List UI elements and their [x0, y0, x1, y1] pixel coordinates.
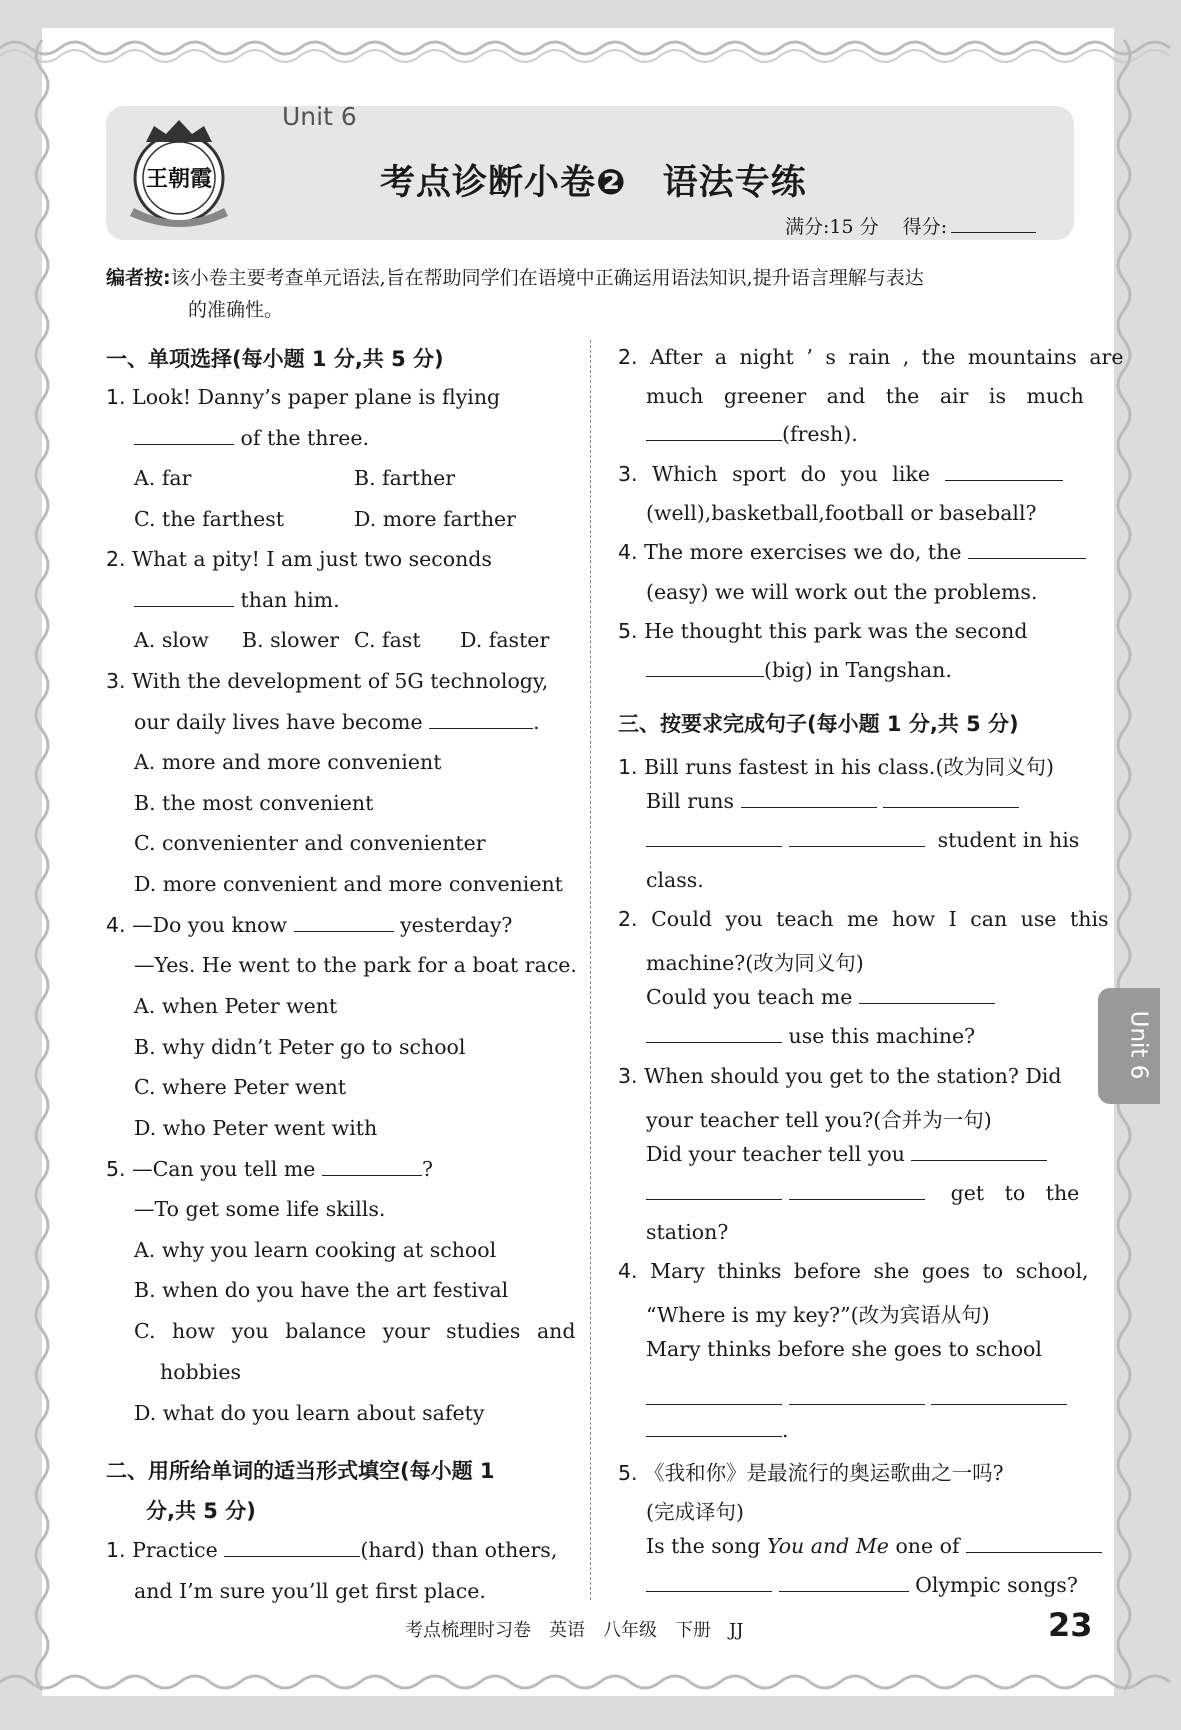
column-divider — [590, 340, 591, 1600]
question-text: student in his — [937, 828, 1080, 852]
option-d[interactable]: D. more convenient and more convenient — [134, 872, 563, 896]
s3-q4-line2: “Where is my key?”(改为宾语从句) — [646, 1303, 990, 1327]
s3-q2-line2: machine?(改为同义句) — [646, 951, 864, 975]
answer-blank[interactable] — [789, 1386, 925, 1405]
question-text: After a night ’ s rain , the mountains are — [650, 345, 1124, 369]
note-line-1: 该小卷主要考查单元语法,旨在帮助同学们在语境中正确运用语法知识,提升语言理解与表达 — [170, 267, 924, 289]
option-a[interactable]: A. why you learn cooking at school — [134, 1238, 497, 1262]
right-wavy-border — [1110, 0, 1142, 1730]
question-text: Practice — [132, 1538, 218, 1562]
answer-blank[interactable] — [646, 1024, 782, 1043]
answer-blank[interactable] — [911, 1142, 1047, 1161]
s3-q2-line4 — [646, 1024, 975, 1048]
option-b[interactable]: B. slower — [242, 628, 339, 652]
question-number: 1. — [106, 385, 126, 409]
score-blank[interactable] — [951, 232, 1036, 233]
option-d[interactable]: D. what do you learn about safety — [134, 1401, 485, 1425]
question-text: Did your teacher tell you — [646, 1142, 905, 1166]
s1-q1-line2 — [134, 426, 369, 450]
full-score: 满分:15 分 — [785, 216, 879, 238]
answer-blank[interactable] — [968, 540, 1086, 559]
option-c-cont: hobbies — [160, 1360, 241, 1384]
s1-q5-line2: —To get some life skills. — [134, 1197, 386, 1221]
top-wavy-border — [0, 28, 1181, 68]
question-text: (fresh). — [782, 422, 858, 446]
page-number: 23 — [1048, 1606, 1093, 1644]
question-number: 2. — [618, 345, 638, 369]
editor-note — [106, 262, 1076, 326]
option-a[interactable]: A. more and more convenient — [134, 750, 442, 774]
option-b[interactable]: B. why didn’t Peter go to school — [134, 1035, 466, 1059]
s3-q1-line2 — [646, 789, 1019, 813]
answer-blank[interactable] — [789, 828, 925, 847]
question-text: our daily lives have become — [134, 710, 423, 734]
option-c[interactable]: C. where Peter went — [134, 1075, 347, 1099]
song-title: You and Me — [766, 1534, 889, 1558]
question-text: one of — [888, 1534, 960, 1558]
question-text: The more exercises we do, the — [644, 540, 962, 564]
question-text: use this machine? — [788, 1024, 976, 1048]
answer-blank[interactable] — [294, 913, 394, 932]
score-label: 得分: — [902, 216, 948, 238]
s3-q3-line3 — [646, 1142, 1047, 1166]
question-number: 5. — [618, 619, 638, 643]
section-1-heading: 一、单项选择(每小题 1 分,共 5 分) — [106, 347, 444, 371]
option-c[interactable]: C. the farthest — [134, 507, 285, 531]
svg-text:王朝霞: 王朝霞 — [145, 166, 213, 192]
answer-blank[interactable] — [646, 1573, 772, 1592]
s3-q1-line4: class. — [646, 868, 704, 892]
question-text: Could you teach me — [646, 985, 853, 1009]
s2-q1-line1 — [106, 1538, 557, 1562]
answer-blank[interactable] — [646, 658, 764, 677]
option-a[interactable]: A. slow — [134, 628, 209, 652]
side-tab-label: Unit 6 — [1125, 1010, 1152, 1080]
s2-q3-line2: (well),basketball,football or baseball? — [646, 501, 1037, 525]
answer-blank[interactable] — [134, 588, 234, 607]
question-number: 3. — [106, 669, 126, 693]
question-text: (big) in Tangshan. — [764, 658, 952, 682]
question-number: 3. — [618, 462, 638, 486]
s2-q2-line1 — [618, 345, 1123, 369]
question-text: ? — [421, 1157, 433, 1181]
s1-q4-line2: —Yes. He went to the park for a boat race. — [134, 953, 577, 977]
s3-q4-line5 — [646, 1418, 789, 1442]
s3-q5-line2: (完成译句) — [646, 1500, 744, 1524]
note-label: 编者按: — [106, 267, 171, 289]
question-text: Bill runs — [646, 789, 734, 813]
s3-q4-line1 — [618, 1259, 1089, 1283]
publisher-logo-icon — [124, 112, 234, 230]
s2-q3-line1 — [618, 462, 1063, 486]
question-text: Could you teach me how I can use this — [651, 907, 1109, 931]
option-d[interactable]: D. who Peter went with — [134, 1116, 378, 1140]
footer-text: 考点梳理时习卷 英语 八年级 下册 JJ — [405, 1620, 744, 1641]
answer-blank[interactable] — [429, 710, 533, 729]
answer-blank[interactable] — [646, 1418, 782, 1437]
s3-q1-line3 — [646, 828, 1079, 852]
s3-q1-line1 — [618, 750, 1054, 780]
answer-blank[interactable] — [322, 1157, 422, 1176]
answer-blank[interactable] — [134, 426, 234, 445]
s1-q2-line2 — [134, 588, 340, 612]
s3-q3-line1 — [618, 1064, 1061, 1088]
question-text: yesterday? — [393, 913, 513, 937]
question-number: 3. — [618, 1064, 638, 1088]
s1-q3-line1 — [106, 669, 548, 693]
unit-label: Unit 6 — [282, 102, 357, 131]
option-c[interactable]: C. convenienter and convenienter — [134, 831, 486, 855]
question-text: get to the — [950, 1181, 1080, 1205]
question-text: of the three. — [234, 426, 370, 450]
s3-q3-line2: your teacher tell you?(合并为一句) — [646, 1108, 992, 1132]
bottom-wavy-border — [0, 1668, 1181, 1708]
answer-blank[interactable] — [859, 985, 995, 1004]
s2-q2-line3 — [646, 422, 858, 446]
answer-blank[interactable] — [789, 1181, 925, 1200]
s3-q5-line4 — [646, 1573, 1078, 1597]
s3-q4-line3: Mary thinks before she goes to school — [646, 1337, 1042, 1361]
option-b[interactable]: B. farther — [354, 466, 456, 490]
s3-q2-line1 — [618, 907, 1109, 931]
s2-q2-line2: much greener and the air is much — [646, 384, 1084, 408]
option-c[interactable]: C. fast — [354, 628, 421, 652]
s3-q3-line5: station? — [646, 1220, 729, 1244]
s1-q4-line1 — [106, 913, 512, 937]
answer-blank[interactable] — [646, 1181, 782, 1200]
s3-q2-line3 — [646, 985, 995, 1009]
question-number: 1. — [106, 1538, 126, 1562]
answer-blank[interactable] — [646, 1386, 782, 1405]
s2-q5-line2 — [646, 658, 952, 682]
question-number: 2. — [618, 907, 638, 931]
question-number: 2. — [106, 547, 126, 571]
s3-q3-line4 — [646, 1181, 1079, 1205]
s1-q2-line1 — [106, 547, 492, 571]
s1-q1-line1 — [106, 385, 500, 409]
option-b[interactable]: B. the most convenient — [134, 791, 374, 815]
question-text: With the development of 5G technology, — [132, 669, 549, 693]
question-text: Mary thinks before she goes to school, — [650, 1259, 1089, 1283]
answer-blank[interactable] — [966, 1534, 1102, 1553]
question-text: Which sport do you like — [652, 462, 930, 486]
question-text: What a pity! I am just two seconds — [132, 547, 492, 571]
option-c[interactable]: C. how you balance your studies and — [134, 1319, 576, 1343]
answer-blank[interactable] — [945, 462, 1063, 481]
answer-blank[interactable] — [224, 1538, 360, 1557]
question-text: —Do you know — [132, 913, 288, 937]
s3-q5-line3 — [646, 1534, 1102, 1558]
page-title: 考点诊断小卷❷ 语法专练 — [380, 163, 807, 203]
question-number: 4. — [618, 1259, 638, 1283]
question-number: 5. — [618, 1461, 638, 1485]
s2-q4-line1 — [618, 540, 1086, 564]
question-text: Bill runs fastest in his class.(改为同义句) — [644, 755, 1054, 779]
question-text: (hard) than others, — [360, 1538, 558, 1562]
s1-q5-line1 — [106, 1157, 433, 1181]
score-line — [785, 212, 1036, 239]
answer-blank[interactable] — [931, 1386, 1067, 1405]
question-number: 4. — [618, 540, 638, 564]
answer-blank[interactable] — [646, 828, 782, 847]
option-b[interactable]: B. when do you have the art festival — [134, 1278, 509, 1302]
question-number: 5. — [106, 1157, 126, 1181]
question-text: —Can you tell me — [132, 1157, 316, 1181]
answer-blank[interactable] — [779, 1573, 909, 1592]
unit-side-tab — [1098, 988, 1160, 1104]
question-number: 1. — [618, 755, 638, 779]
s2-q5-line1 — [618, 619, 1028, 643]
s1-q3-line2 — [134, 710, 540, 734]
s2-q4-line2: (easy) we will work out the problems. — [646, 580, 1038, 604]
option-a[interactable]: A. when Peter went — [134, 994, 338, 1018]
question-text: Is the song — [646, 1534, 767, 1558]
question-text: 《我和你》是最流行的奥运歌曲之一吗? — [644, 1461, 1004, 1485]
question-number: 4. — [106, 913, 126, 937]
question-text: Look! Danny’s paper plane is flying — [132, 385, 501, 409]
s3-q5-line1 — [618, 1456, 1004, 1486]
s2-q1-line2: and I’m sure you’ll get first place. — [134, 1579, 486, 1603]
option-d[interactable]: D. faster — [460, 628, 550, 652]
note-line-2: 的准确性。 — [188, 299, 284, 321]
option-a[interactable]: A. far — [134, 466, 192, 490]
answer-blank[interactable] — [741, 789, 877, 808]
question-text: Olympic songs? — [915, 1573, 1078, 1597]
question-text: . — [533, 710, 540, 734]
question-text: . — [782, 1418, 789, 1442]
question-text: He thought this park was the second — [644, 619, 1028, 643]
section-3-heading: 三、按要求完成句子(每小题 1 分,共 5 分) — [618, 712, 1019, 736]
section-2-heading-1: 二、用所给单词的适当形式填空(每小题 1 — [106, 1459, 495, 1483]
left-wavy-border — [24, 0, 56, 1730]
question-text: When should you get to the station? Did — [644, 1064, 1062, 1088]
question-text: than him. — [234, 588, 340, 612]
section-2-heading-2: 分,共 5 分) — [146, 1499, 256, 1523]
option-d[interactable]: D. more farther — [354, 507, 516, 531]
answer-blank[interactable] — [646, 422, 782, 441]
answer-blank[interactable] — [883, 789, 1019, 808]
s3-q4-line4 — [646, 1386, 1067, 1410]
